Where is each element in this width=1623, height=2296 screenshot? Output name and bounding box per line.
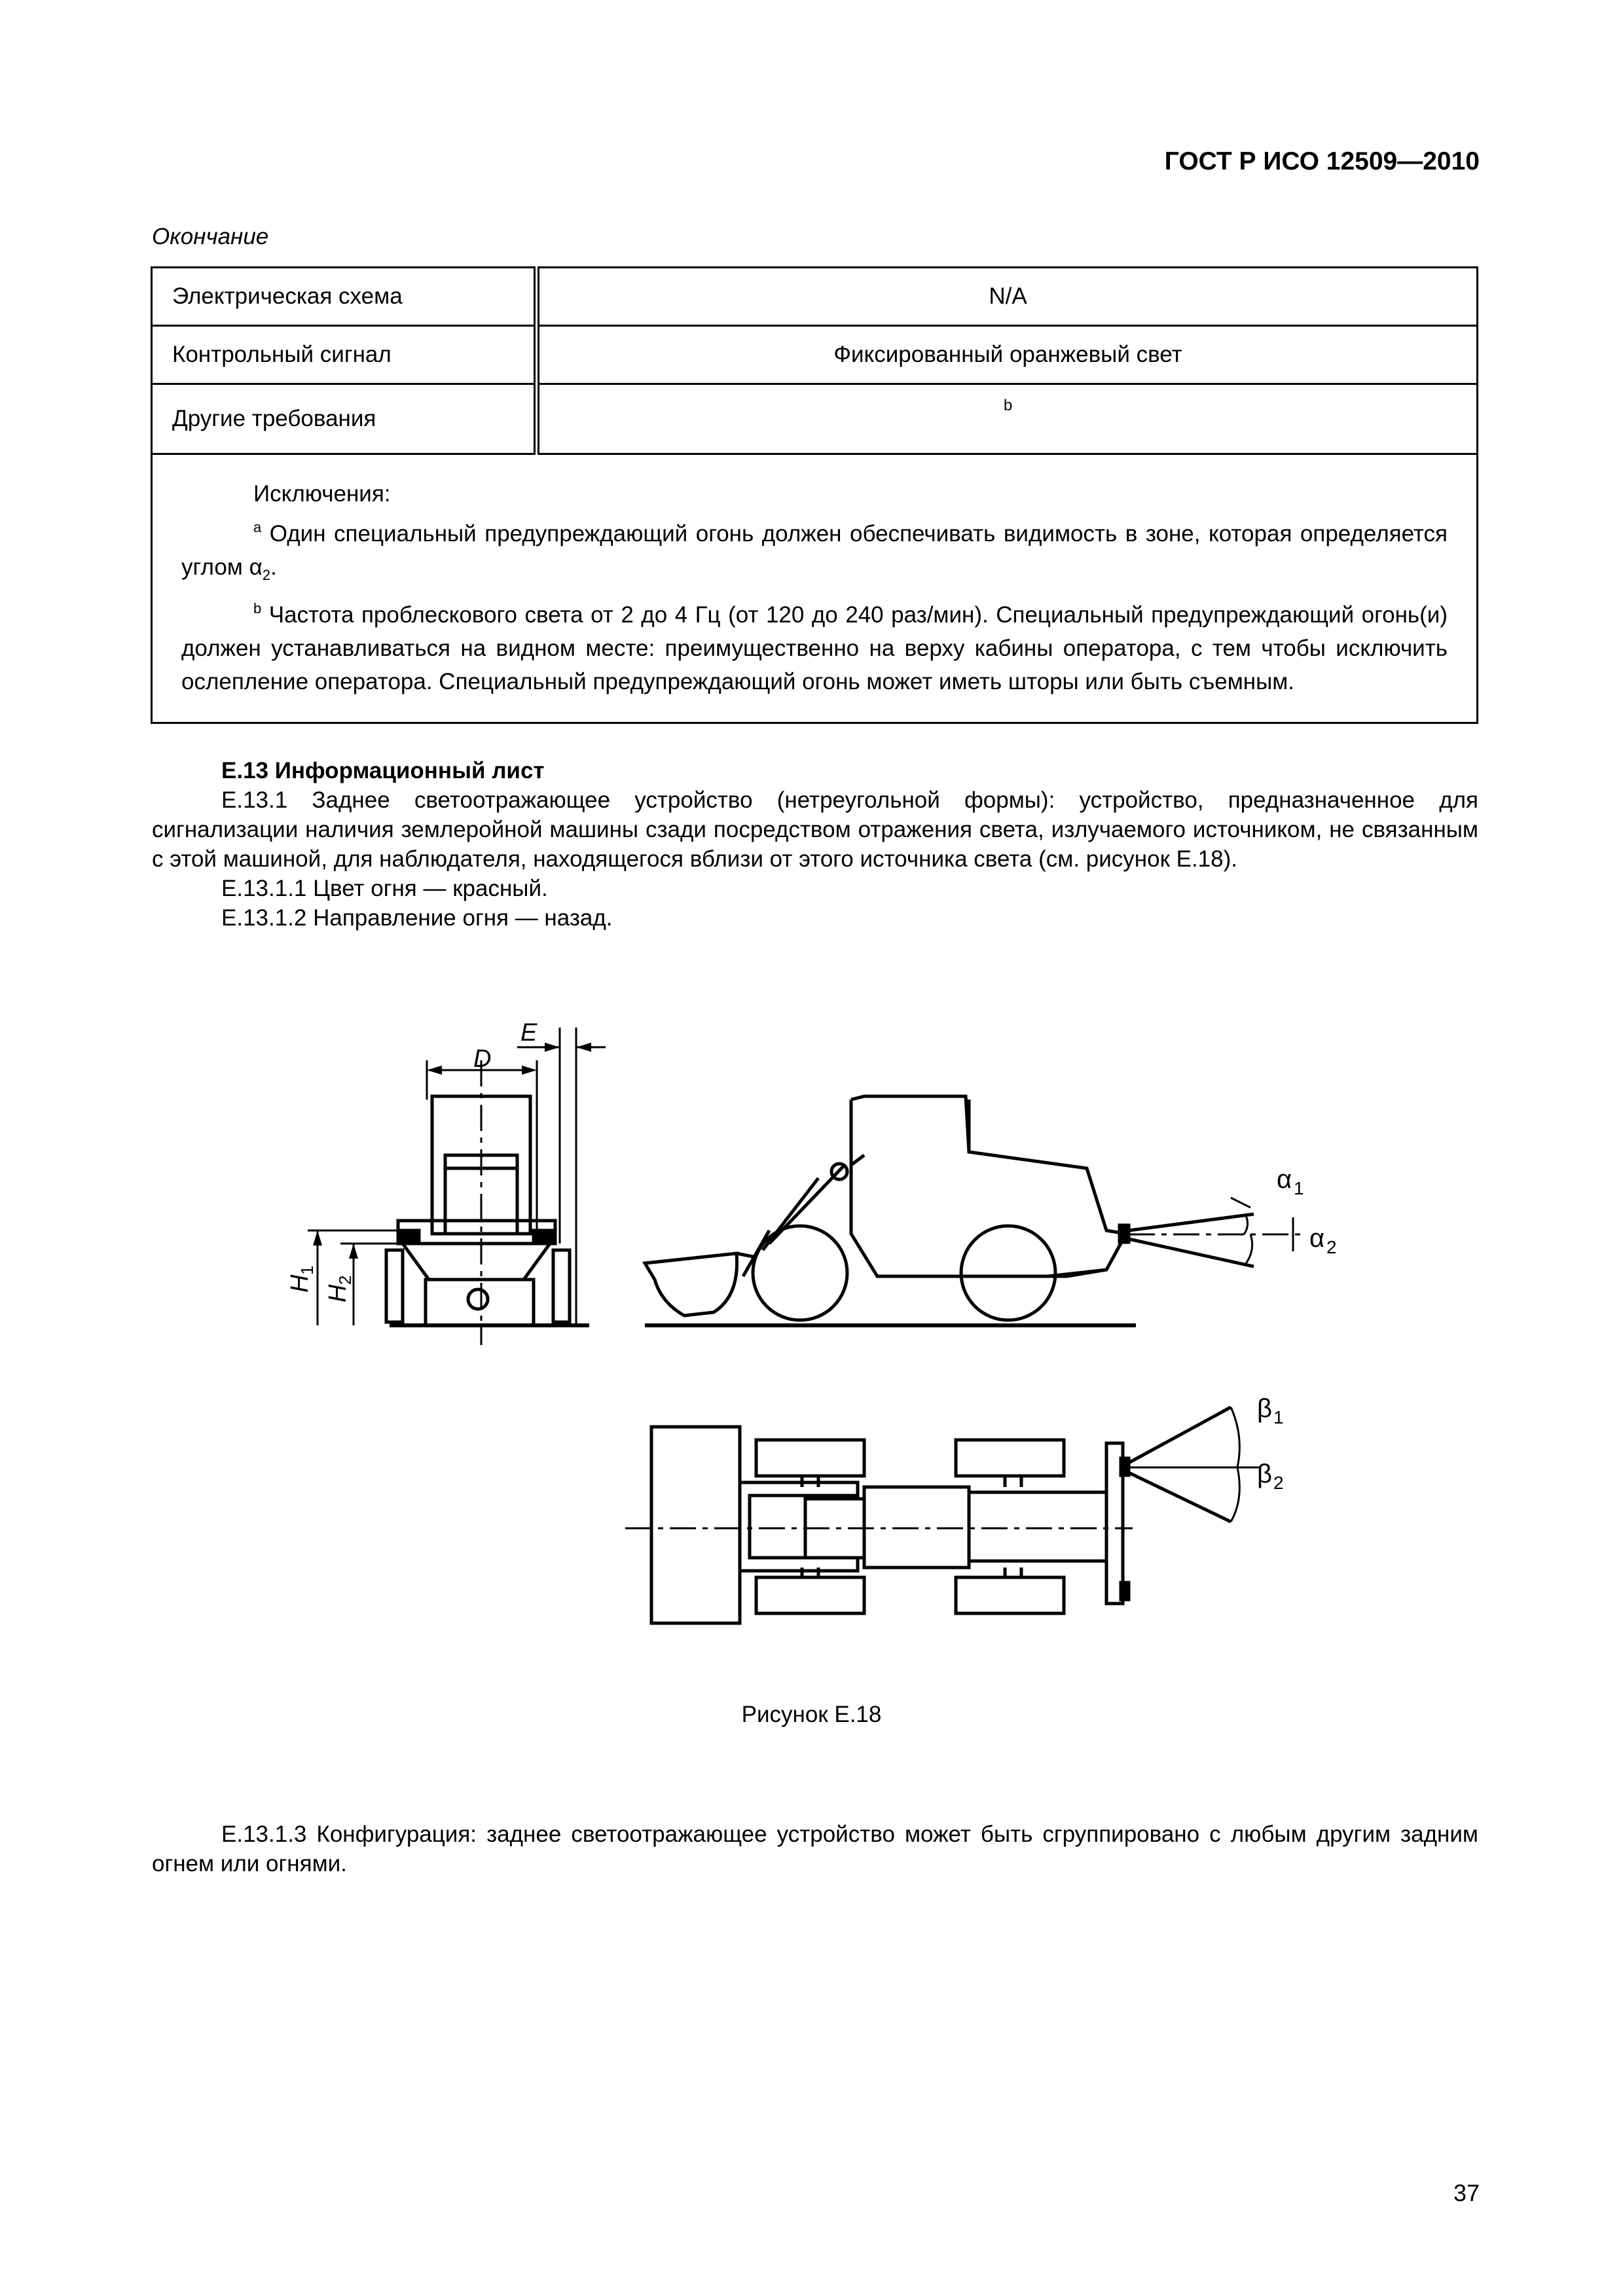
paragraph: Е.13.1.1 Цвет огня — красный.: [221, 876, 548, 901]
label-alpha2: [1309, 1224, 1337, 1257]
svg-text:β: β: [1257, 1460, 1273, 1488]
section-title: Е.13 Информационный лист: [221, 758, 545, 783]
paragraph: Е.13.1.3 Конфигурация: заднее светоотражающее устройство может быть сгруппировано с любым другим задним огнем или огнями.: [152, 1821, 1478, 1876]
note-a-mark: a: [253, 519, 262, 535]
label-d: D: [473, 1045, 492, 1073]
rear-view-drawing: [308, 1028, 606, 1345]
row-label: Контрольный сигнал: [152, 326, 537, 384]
figure-caption: Рисунок Е.18: [741, 1702, 882, 1727]
svg-text:1: 1: [297, 1265, 317, 1275]
svg-text:α: α: [1309, 1224, 1325, 1253]
paragraph: Е.13.1 Заднее светоотражающее устройство (нетреугольной формы): устройство, предназначенное для сигнализации наличия землеройной машины сзади посредством отражения света, излучаемого источником, не связанным с этой машиной, для наблюдателя, находящегося вблизи от этого источника света (см. рисунок Е.18).: [152, 787, 1478, 872]
note-a-text: Один специальный предупреждающий огонь должен обеспечивать видимость в зоне, которая определяется углом α: [181, 521, 1448, 580]
svg-text:β: β: [1257, 1394, 1273, 1423]
section-body-end: [152, 1820, 1478, 1878]
paragraph: Е.13.1.2 Направление огня — назад.: [221, 905, 613, 931]
label-beta2: [1257, 1460, 1284, 1493]
row-value: N/A: [537, 268, 1478, 326]
row-value: Фиксированный оранжевый свет: [537, 326, 1478, 384]
svg-text:H: H: [286, 1274, 314, 1293]
svg-text:2: 2: [1273, 1473, 1284, 1493]
continuation-label: Окончание: [152, 224, 269, 249]
svg-text:1: 1: [1273, 1407, 1284, 1427]
row-label: Электрическая схема: [152, 268, 537, 326]
svg-text:α: α: [1277, 1165, 1292, 1194]
document-header: ГОСТ Р ИСО 12509—2010: [1164, 147, 1480, 175]
note-a-end: .: [270, 554, 277, 580]
svg-text:1: 1: [1294, 1178, 1304, 1198]
row-value-footnote: b: [537, 384, 1478, 454]
label-h1: [286, 1266, 317, 1293]
svg-text:2: 2: [335, 1275, 355, 1285]
row-label: Другие требования: [152, 384, 537, 454]
svg-text:2: 2: [1326, 1237, 1337, 1257]
label-alpha1: [1277, 1165, 1304, 1198]
label-beta1: [1257, 1394, 1284, 1427]
label-h2: [324, 1276, 355, 1302]
svg-text:H: H: [324, 1284, 352, 1302]
label-e: E: [520, 1019, 538, 1047]
page-number: 37: [1453, 2179, 1480, 2206]
note-b-mark: b: [253, 600, 262, 617]
top-view-drawing: [625, 1407, 1260, 1623]
note-a-sub: 2: [262, 567, 271, 583]
side-view-drawing: [645, 1096, 1303, 1325]
notes-title: Исключения:: [253, 481, 391, 507]
note-b-text: Частота проблескового света от 2 до 4 Гц (от 120 до 240 раз/мин). Специальный предупреждающий огонь(и) должен устанавливаться на видном месте: преимущественно на верху кабины оператора, с тем чтобы исключить ослепление оператора. Специальный предупреждающий огонь может иметь шторы или быть съемным.: [181, 602, 1448, 694]
